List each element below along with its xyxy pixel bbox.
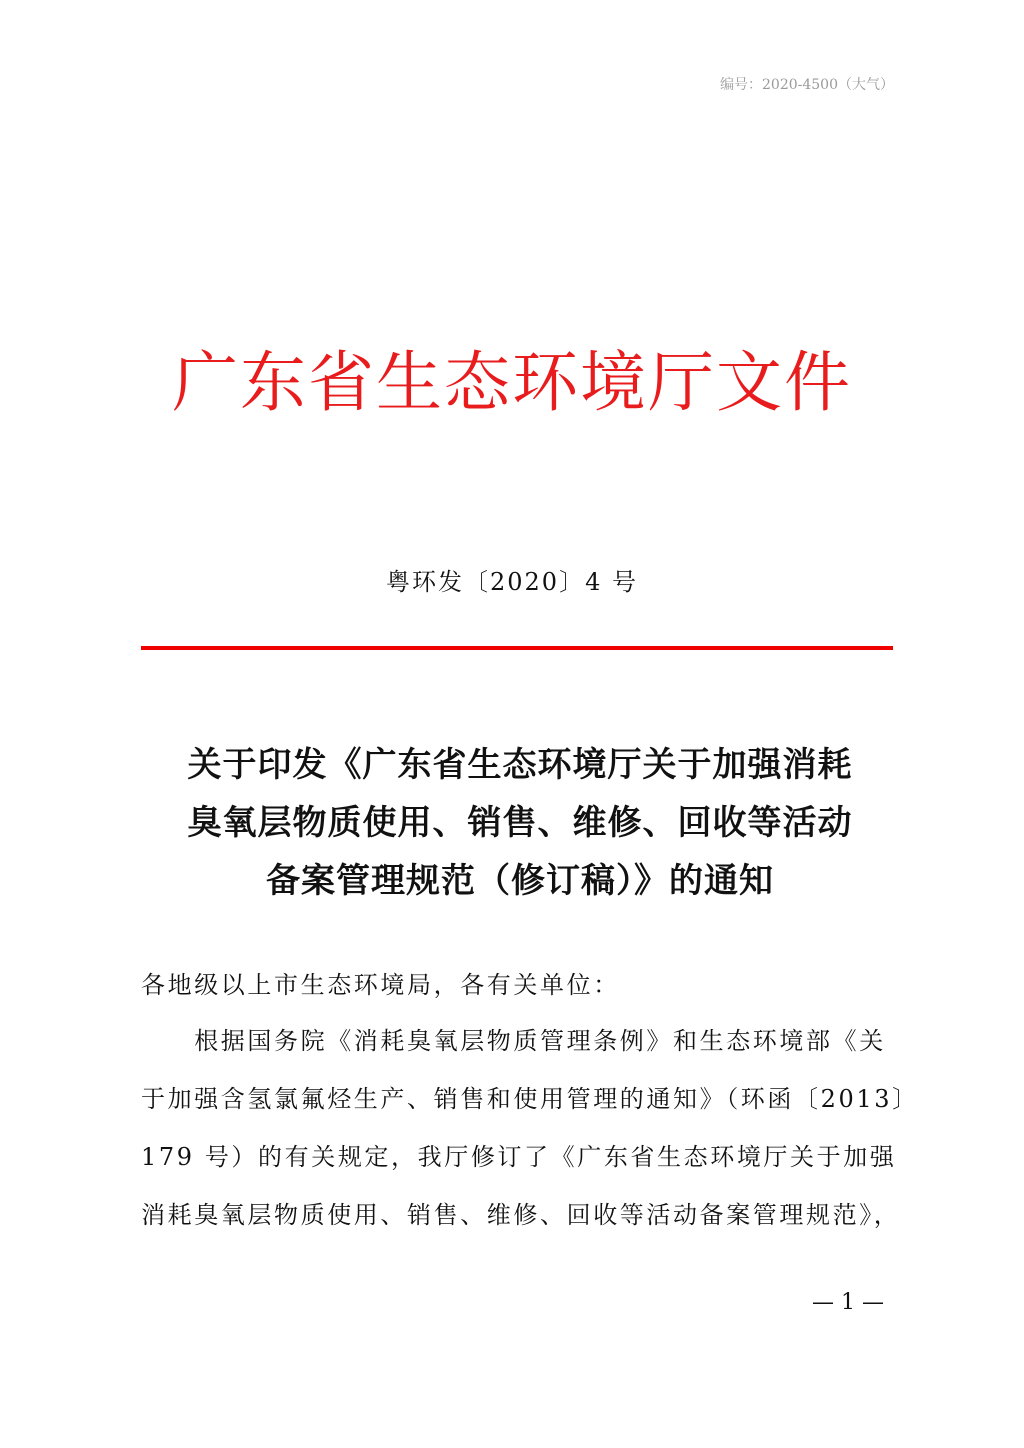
body-paragraph bbox=[141, 1012, 919, 1244]
paragraph-line: 179 号）的有关规定，我厅修订了《广东省生态环境厅关于加强 bbox=[141, 1143, 897, 1171]
paragraph-line: 根据国务院《消耗臭氧层物质管理条例》和生态环境部《关 bbox=[141, 1027, 886, 1055]
heading-line: 关于印发《广东省生态环境厅关于加强消耗 bbox=[187, 745, 853, 785]
red-divider-rule bbox=[141, 646, 893, 650]
heading-line: 备案管理规范（修订稿）》的通知 bbox=[266, 861, 774, 901]
issue-reference-number: 粤环发〔2020〕4 号 bbox=[386, 568, 638, 596]
paragraph-line: 消耗臭氧层物质使用、销售、维修、回收等活动备案管理规范》， bbox=[141, 1201, 901, 1229]
page-number: — 1 — bbox=[812, 1290, 884, 1315]
salutation: 各地级以上市生态环境局，各有关单位： bbox=[141, 971, 620, 999]
paragraph-line: 于加强含氢氯氟烃生产、销售和使用管理的通知》（环函〔2013〕 bbox=[141, 1085, 919, 1113]
heading-line: 臭氧层物质使用、销售、维修、回收等活动 bbox=[187, 803, 853, 843]
document-serial-number: 编号：2020-4500（大气） bbox=[720, 77, 894, 93]
issuer-title: 广东省生态环境厅文件 bbox=[172, 344, 852, 421]
document-heading bbox=[130, 736, 910, 910]
